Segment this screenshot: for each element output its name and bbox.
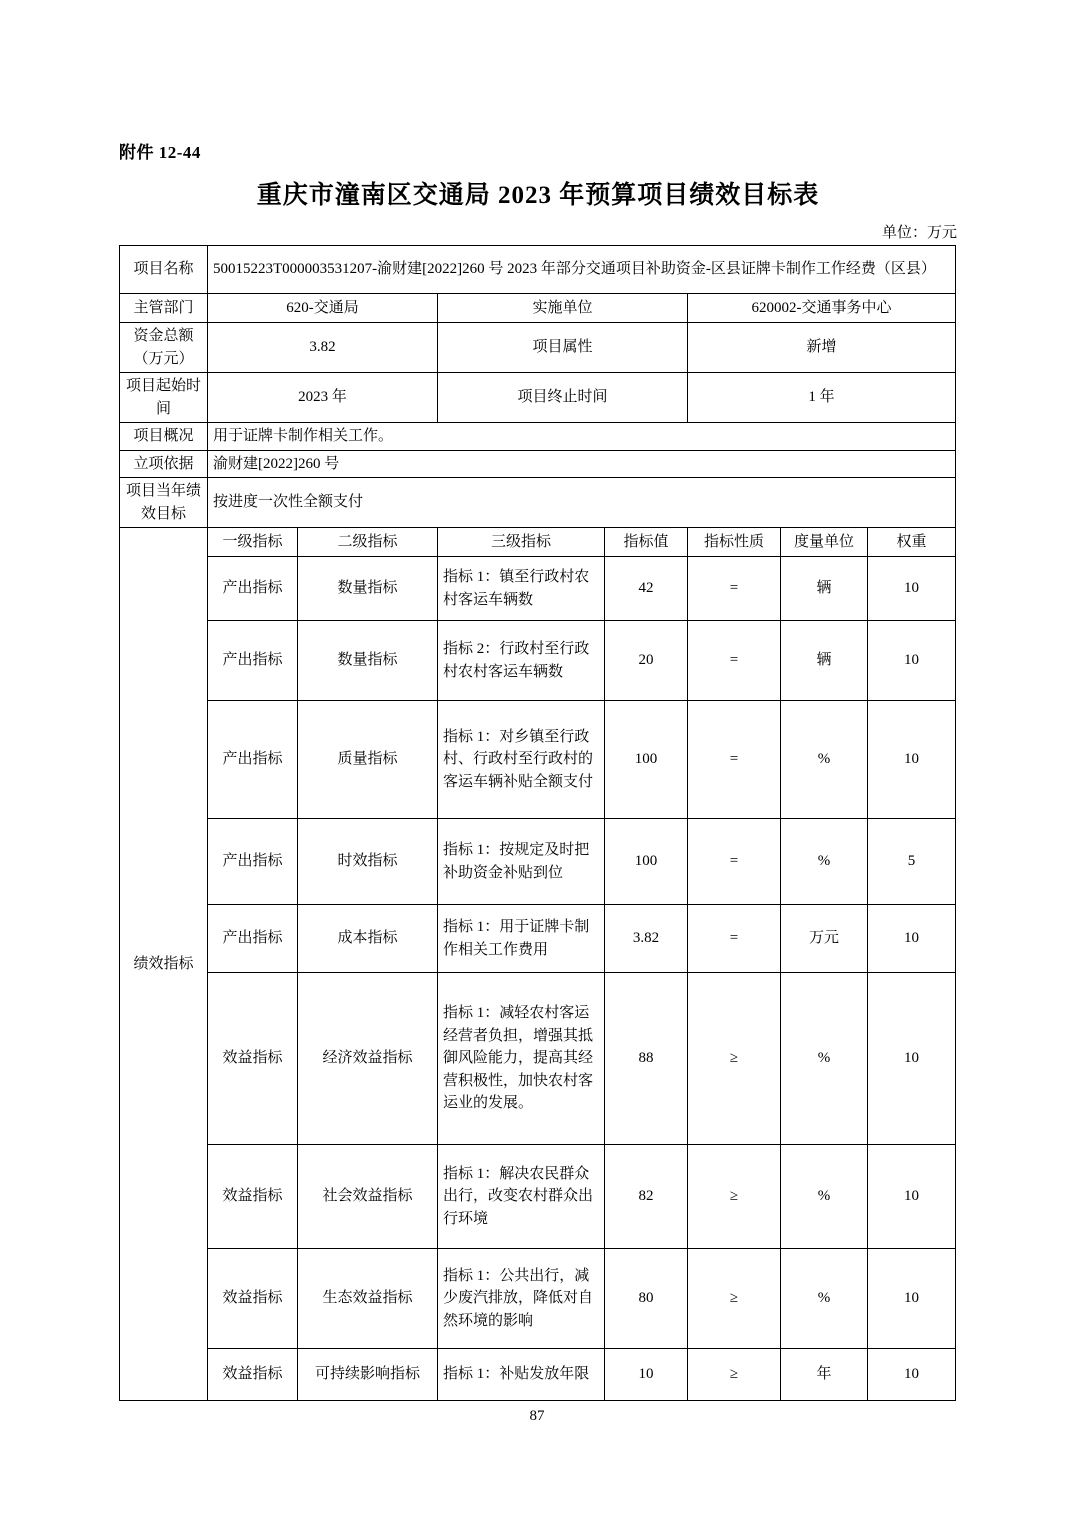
level3-cell: 指标 1：减轻农村客运经营者负担，增强其抵御风险能力，提高其经营积极性，加快农村客运业的发展。	[438, 973, 605, 1145]
row-overview	[120, 423, 956, 451]
row-project-name	[120, 246, 956, 294]
nature-cell: =	[688, 557, 781, 621]
level1-cell: 产出指标	[208, 905, 298, 973]
level2-cell: 可持续影响指标	[298, 1349, 438, 1401]
indicator-row	[120, 621, 956, 701]
weight-cell: 10	[868, 557, 956, 621]
overview-label: 项目概况	[120, 423, 208, 451]
indicator-row	[120, 701, 956, 819]
level2-cell: 质量指标	[298, 701, 438, 819]
indicator-row	[120, 557, 956, 621]
nature-cell: ≥	[688, 1249, 781, 1349]
level2-cell: 数量指标	[298, 557, 438, 621]
level1-cell: 效益指标	[208, 1349, 298, 1401]
weight-cell: 10	[868, 905, 956, 973]
nature-cell: ≥	[688, 1145, 781, 1249]
end-label: 项目终止时间	[438, 373, 688, 423]
impl-unit-label: 实施单位	[438, 294, 688, 323]
indicator-row	[120, 1249, 956, 1349]
level3-cell: 指标 1：公共出行，减少废汽排放，降低对自然环境的影响	[438, 1249, 605, 1349]
annual-goal-label: 项目当年绩效目标	[120, 478, 208, 528]
unit-cell: %	[781, 1249, 868, 1349]
level1-cell: 产出指标	[208, 557, 298, 621]
weight-cell: 10	[868, 1349, 956, 1401]
level3-cell: 指标 1：解决农民群众出行，改变农村群众出行环境	[438, 1145, 605, 1249]
value-cell: 82	[605, 1145, 688, 1249]
header-level1: 一级指标	[208, 528, 298, 557]
row-annual-goal	[120, 478, 956, 528]
row-department	[120, 294, 956, 323]
nature-cell: =	[688, 701, 781, 819]
nature-cell: ≥	[688, 1349, 781, 1401]
value-cell: 42	[605, 557, 688, 621]
level2-cell: 经济效益指标	[298, 973, 438, 1145]
row-total-fund	[120, 323, 956, 373]
header-level2: 二级指标	[298, 528, 438, 557]
attachment-number: 附件 12-44	[119, 143, 201, 162]
indicator-row	[120, 973, 956, 1145]
weight-cell: 10	[868, 621, 956, 701]
dept-label: 主管部门	[120, 294, 208, 323]
unit-cell: 辆	[781, 621, 868, 701]
page-title: 重庆市潼南区交通局 2023 年预算项目绩效目标表	[256, 182, 820, 209]
total-fund-value: 3.82	[208, 323, 438, 373]
value-cell: 100	[605, 701, 688, 819]
value-cell: 100	[605, 819, 688, 905]
value-cell: 20	[605, 621, 688, 701]
level1-cell: 效益指标	[208, 1145, 298, 1249]
page-number: 87	[529, 1408, 545, 1424]
row-basis	[120, 450, 956, 478]
level2-cell: 生态效益指标	[298, 1249, 438, 1349]
end-value: 1 年	[688, 373, 956, 423]
level2-cell: 成本指标	[298, 905, 438, 973]
basis-label: 立项依据	[120, 450, 208, 478]
unit-note: 单位：万元	[881, 225, 957, 241]
value-cell: 80	[605, 1249, 688, 1349]
indicator-header-row	[120, 528, 956, 557]
level2-cell: 数量指标	[298, 621, 438, 701]
nature-cell: =	[688, 621, 781, 701]
level1-cell: 效益指标	[208, 973, 298, 1145]
header-weight: 权重	[868, 528, 956, 557]
unit-cell: %	[781, 819, 868, 905]
weight-cell: 5	[868, 819, 956, 905]
header-value: 指标值	[605, 528, 688, 557]
overview-value: 用于证牌卡制作相关工作。	[208, 423, 956, 451]
document-page	[119, 138, 957, 1401]
nature-cell: =	[688, 905, 781, 973]
unit-cell: %	[781, 701, 868, 819]
header-unit: 度量单位	[781, 528, 868, 557]
level1-cell: 产出指标	[208, 621, 298, 701]
start-label: 项目起始时间	[120, 373, 208, 423]
attr-value: 新增	[688, 323, 956, 373]
value-cell: 88	[605, 973, 688, 1145]
level1-cell: 产出指标	[208, 701, 298, 819]
value-cell: 3.82	[605, 905, 688, 973]
weight-cell: 10	[868, 973, 956, 1145]
level3-cell: 指标 1：用于证牌卡制作相关工作费用	[438, 905, 605, 973]
level3-cell: 指标 1：对乡镇至行政村、行政村至行政村的客运车辆补贴全额支付	[438, 701, 605, 819]
indicator-row	[120, 1145, 956, 1249]
performance-section-label: 绩效指标	[120, 528, 208, 1401]
impl-unit-value: 620002-交通事务中心	[688, 294, 956, 323]
level3-cell: 指标 1：补贴发放年限	[438, 1349, 605, 1401]
unit-cell: %	[781, 1145, 868, 1249]
level3-cell: 指标 1：镇至行政村农村客运车辆数	[438, 557, 605, 621]
basis-value: 渝财建[2022]260 号	[208, 450, 956, 478]
header-nature: 指标性质	[688, 528, 781, 557]
total-fund-label: 资金总额（万元）	[120, 323, 208, 373]
value-cell: 10	[605, 1349, 688, 1401]
annual-goal-value: 按进度一次性全额支付	[208, 478, 956, 528]
level1-cell: 效益指标	[208, 1249, 298, 1349]
row-dates	[120, 373, 956, 423]
level2-cell: 时效指标	[298, 819, 438, 905]
start-value: 2023 年	[208, 373, 438, 423]
weight-cell: 10	[868, 1145, 956, 1249]
indicator-row	[120, 1349, 956, 1401]
indicator-row	[120, 905, 956, 973]
unit-cell: 万元	[781, 905, 868, 973]
unit-cell: 辆	[781, 557, 868, 621]
weight-cell: 10	[868, 701, 956, 819]
header-level3: 三级指标	[438, 528, 605, 557]
weight-cell: 10	[868, 1249, 956, 1349]
indicator-row	[120, 819, 956, 905]
level3-cell: 指标 1：按规定及时把补助资金补贴到位	[438, 819, 605, 905]
level1-cell: 产出指标	[208, 819, 298, 905]
attr-label: 项目属性	[438, 323, 688, 373]
nature-cell: =	[688, 819, 781, 905]
level3-cell: 指标 2：行政村至行政村农村客运车辆数	[438, 621, 605, 701]
performance-target-table	[119, 245, 956, 1401]
unit-cell: 年	[781, 1349, 868, 1401]
dept-value: 620-交通局	[208, 294, 438, 323]
unit-cell: %	[781, 973, 868, 1145]
level2-cell: 社会效益指标	[298, 1145, 438, 1249]
project-name-value: 50015223T000003531207-渝财建[2022]260 号 2023 年部分交通项目补助资金-区县证牌卡制作工作经费（区县）	[208, 246, 956, 294]
project-name-label: 项目名称	[120, 246, 208, 294]
nature-cell: ≥	[688, 973, 781, 1145]
